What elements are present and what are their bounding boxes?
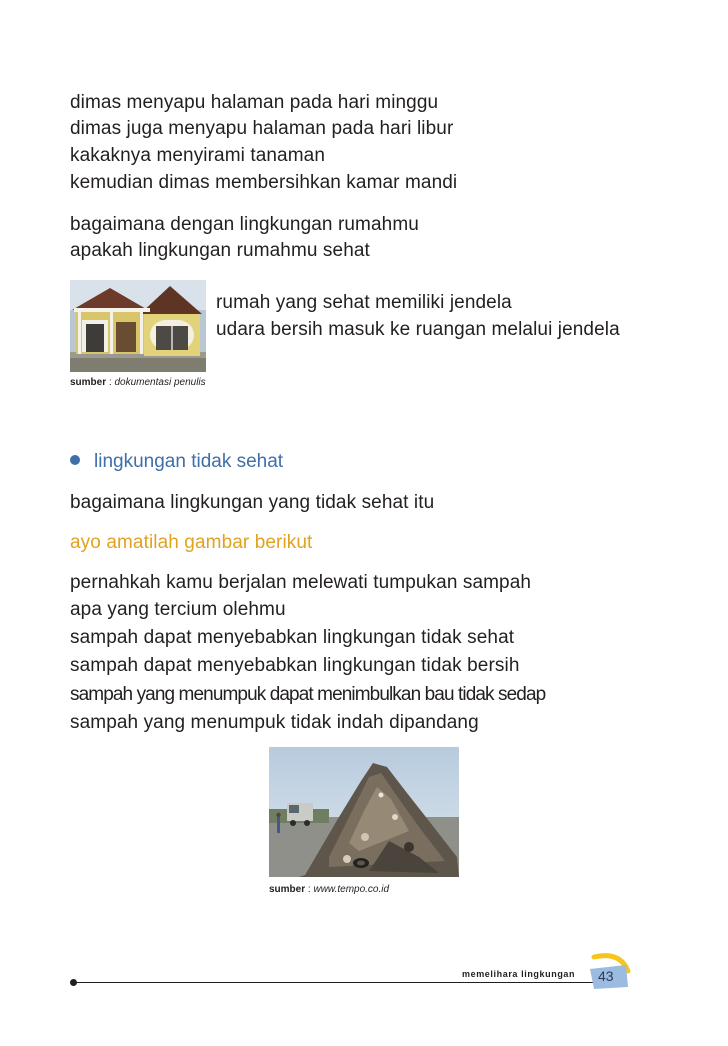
text-line: dimas menyapu halaman pada hari minggu xyxy=(70,92,439,113)
text-line: apa yang tercium olehmu xyxy=(70,599,286,620)
text-line: sampah yang menumpuk dapat menimbulkan bau tidak sedap xyxy=(70,684,546,705)
section-heading-text: lingkungan tidak sehat xyxy=(94,451,284,472)
caption-separator: : xyxy=(305,884,314,895)
text-line: bagaimana dengan lingkungan rumahmu xyxy=(70,214,419,235)
caption-source: www.tempo.co.id xyxy=(313,884,390,895)
image-caption xyxy=(269,884,389,896)
text-line: bagaimana lingkungan yang tidak sehat itu xyxy=(70,492,435,513)
text-line: udara bersih masuk ke ruangan melalui jendela xyxy=(216,319,620,340)
text-line: sampah dapat menyebabkan lingkungan tidak bersih xyxy=(70,655,520,676)
house-photo xyxy=(70,280,206,372)
text-line: sampah yang menumpuk tidak indah dipandang xyxy=(70,712,479,733)
caption-label: sumber xyxy=(70,377,107,388)
text-line: dimas juga menyapu halaman pada hari libur xyxy=(70,118,454,139)
page-number: 43 xyxy=(598,968,614,984)
text-line: kakaknya menyirami tanaman xyxy=(70,145,325,166)
text-line: rumah yang sehat memiliki jendela xyxy=(216,292,512,313)
instruction-text: ayo amatilah gambar berikut xyxy=(70,532,313,553)
text-line: sampah dapat menyebabkan lingkungan tidak sehat xyxy=(70,627,515,648)
footer-rule xyxy=(74,982,594,983)
text-line: apakah lingkungan rumahmu sehat xyxy=(70,240,370,261)
text-line: kemudian dimas membersihkan kamar mandi xyxy=(70,172,458,193)
page-number-badge xyxy=(586,951,632,993)
caption-label: sumber xyxy=(269,884,306,895)
text-line: pernahkah kamu berjalan melewati tumpukan sampah xyxy=(70,572,532,593)
image-caption xyxy=(70,377,206,389)
bullet-icon xyxy=(70,455,80,465)
caption-separator: : xyxy=(106,377,115,388)
garbage-pile-photo xyxy=(269,747,459,877)
section-heading xyxy=(70,450,283,474)
caption-source: dokumentasi penulis xyxy=(114,377,206,388)
chapter-title: memelihara lingkungan xyxy=(462,969,576,979)
